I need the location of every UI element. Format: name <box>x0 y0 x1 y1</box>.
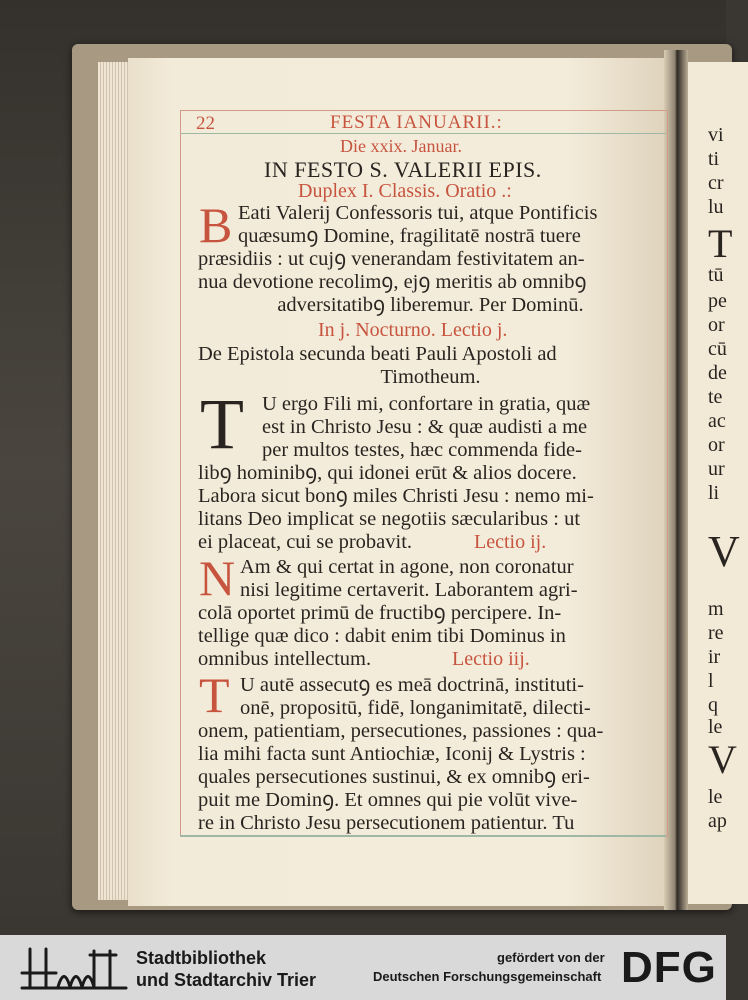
lectio2-line-4: tellige quæ dico : dabit enim tibi Dominus in <box>198 625 566 647</box>
right-fragment: or <box>708 434 725 456</box>
library-footer <box>0 935 726 1000</box>
oratio-line-3: præsidiis : ut cujꝯ venerandam festivitatem an- <box>198 248 585 270</box>
lectio3-line-5: quales persecutiones sustinui, & ex omnibꝯ eri- <box>198 766 590 788</box>
right-fragment: T <box>708 221 733 266</box>
feast-rank: Duplex I. Classis. Oratio .: <box>298 180 512 202</box>
epistle-line-1: De Epistola secunda beati Pauli Apostoli ad <box>198 343 557 365</box>
lectio3-line-2: onē, propositū, fidē, longanimitatē, dilecti- <box>240 697 591 719</box>
lectio3-line-7: re in Christo Jesu persecutionem patientur. Tu <box>198 812 575 834</box>
library-name-line-2: und Stadtarchiv Trier <box>136 970 317 990</box>
lectio1-line-3: per multos testes, hæc commenda fide- <box>262 439 582 461</box>
oratio-line-5: adversitatibꝯ liberemur. Per Dominū. <box>277 294 584 316</box>
right-fragment: re <box>708 622 724 644</box>
lectio1-line-2: est in Christo Jesu : & quæ audisti a me <box>262 416 588 438</box>
right-fragment: pe <box>708 290 727 312</box>
lectio2-line-1: Am & qui certat in agone, non coronatur <box>240 556 574 578</box>
lectio3-line-3: onem, patientiam, persecutiones, passiones : qua- <box>198 720 604 742</box>
lectio1-line-1: U ergo Fili mi, confortare in gratia, quæ <box>262 393 591 415</box>
lectio1-line-7: ei placeat, cui se probavit. <box>198 531 413 553</box>
lectio2-line-3: colā oportet primū de fructibꝯ percipere. In- <box>198 602 562 624</box>
right-fragment: V <box>708 737 737 782</box>
right-fragment: or <box>708 314 725 336</box>
oratio-line-4: nua devotione recolimꝯ, ejꝯ meritis ab omnibꝯ <box>198 271 587 293</box>
oratio-line-1: Eati Valerij Confessoris tui, atque Pontificis <box>238 202 598 224</box>
right-fragment: m <box>708 598 724 620</box>
right-fragment: te <box>708 386 723 408</box>
feast-date: Die xxix. Januar. <box>340 136 462 156</box>
right-fragment: de <box>708 362 727 384</box>
oratio-line-2: quæsumꝯ Domine, fragilitatē nostrā tuere <box>238 225 581 247</box>
lectio2-line-5: omnibus intellectum. <box>198 648 372 670</box>
funding-line-1: gefördert von der <box>497 950 605 965</box>
drop-cap-b: B <box>199 197 233 253</box>
lectio3-line-1: U autē assecutꝯ es meā doctrinā, instituti- <box>240 674 584 696</box>
lectio3-line-6: puit me Dominꝯ. Et omnes qui pie volūt vive- <box>198 789 578 811</box>
right-fragment: V <box>708 527 740 576</box>
right-fragment: ap <box>708 810 727 832</box>
drop-cap-t-1: T <box>200 384 244 464</box>
dfg-logo: DFG <box>621 943 717 992</box>
right-fragment: cr <box>708 172 724 194</box>
library-name-line-1: Stadtbibliothek <box>136 948 266 968</box>
lectio1-line-6: litans Deo implicat se negotiis sæcularibus : ut <box>198 508 581 530</box>
drop-cap-n: N <box>199 550 236 606</box>
right-fragment: ir <box>708 646 721 668</box>
feast-title: IN FESTO S. VALERII EPIS. <box>264 157 542 182</box>
right-fragment: li <box>708 482 720 504</box>
epistle-line-2: Timotheum. <box>380 366 481 388</box>
trier-library-logo-icon <box>16 943 132 993</box>
right-fragment: tū <box>708 264 724 286</box>
lectio1-line-5: Labora sicut bonꝯ miles Christi Jesu : nemo mi- <box>198 485 594 507</box>
funding-line-2: Deutschen Forschungsgemeinschaft <box>373 969 602 984</box>
drop-cap-t-2: T <box>199 667 230 723</box>
right-fragment: l <box>708 670 714 692</box>
right-fragment: le <box>708 716 723 738</box>
right-fragment: q <box>708 694 718 716</box>
right-fragment: ur <box>708 458 725 480</box>
lectio2-label: Lectio ij. <box>474 531 547 553</box>
right-fragment: cū <box>708 338 727 360</box>
footer-rule <box>180 835 666 837</box>
right-fragment: vi <box>708 124 724 146</box>
running-head: FESTA IANUARII.: <box>330 112 503 133</box>
right-fragment: ti <box>708 148 720 170</box>
right-fragment: le <box>708 786 723 808</box>
right-fragment: lu <box>708 196 724 218</box>
lectio2-line-2: nisi legitime certaverit. Laborantem agri- <box>240 579 578 601</box>
lectio3-label: Lectio iij. <box>452 648 530 670</box>
page-number: 22 <box>196 113 215 134</box>
lectio1-line-4: libꝯ hominibꝯ, qui idonei erūt & alios docere. <box>198 462 577 484</box>
lectio3-line-4: lia mihi facta sunt Antiochiæ, Iconij & Lystris : <box>198 743 586 765</box>
nocturn-heading: In j. Nocturno. Lectio j. <box>318 319 508 341</box>
right-fragment: ac <box>708 410 726 432</box>
